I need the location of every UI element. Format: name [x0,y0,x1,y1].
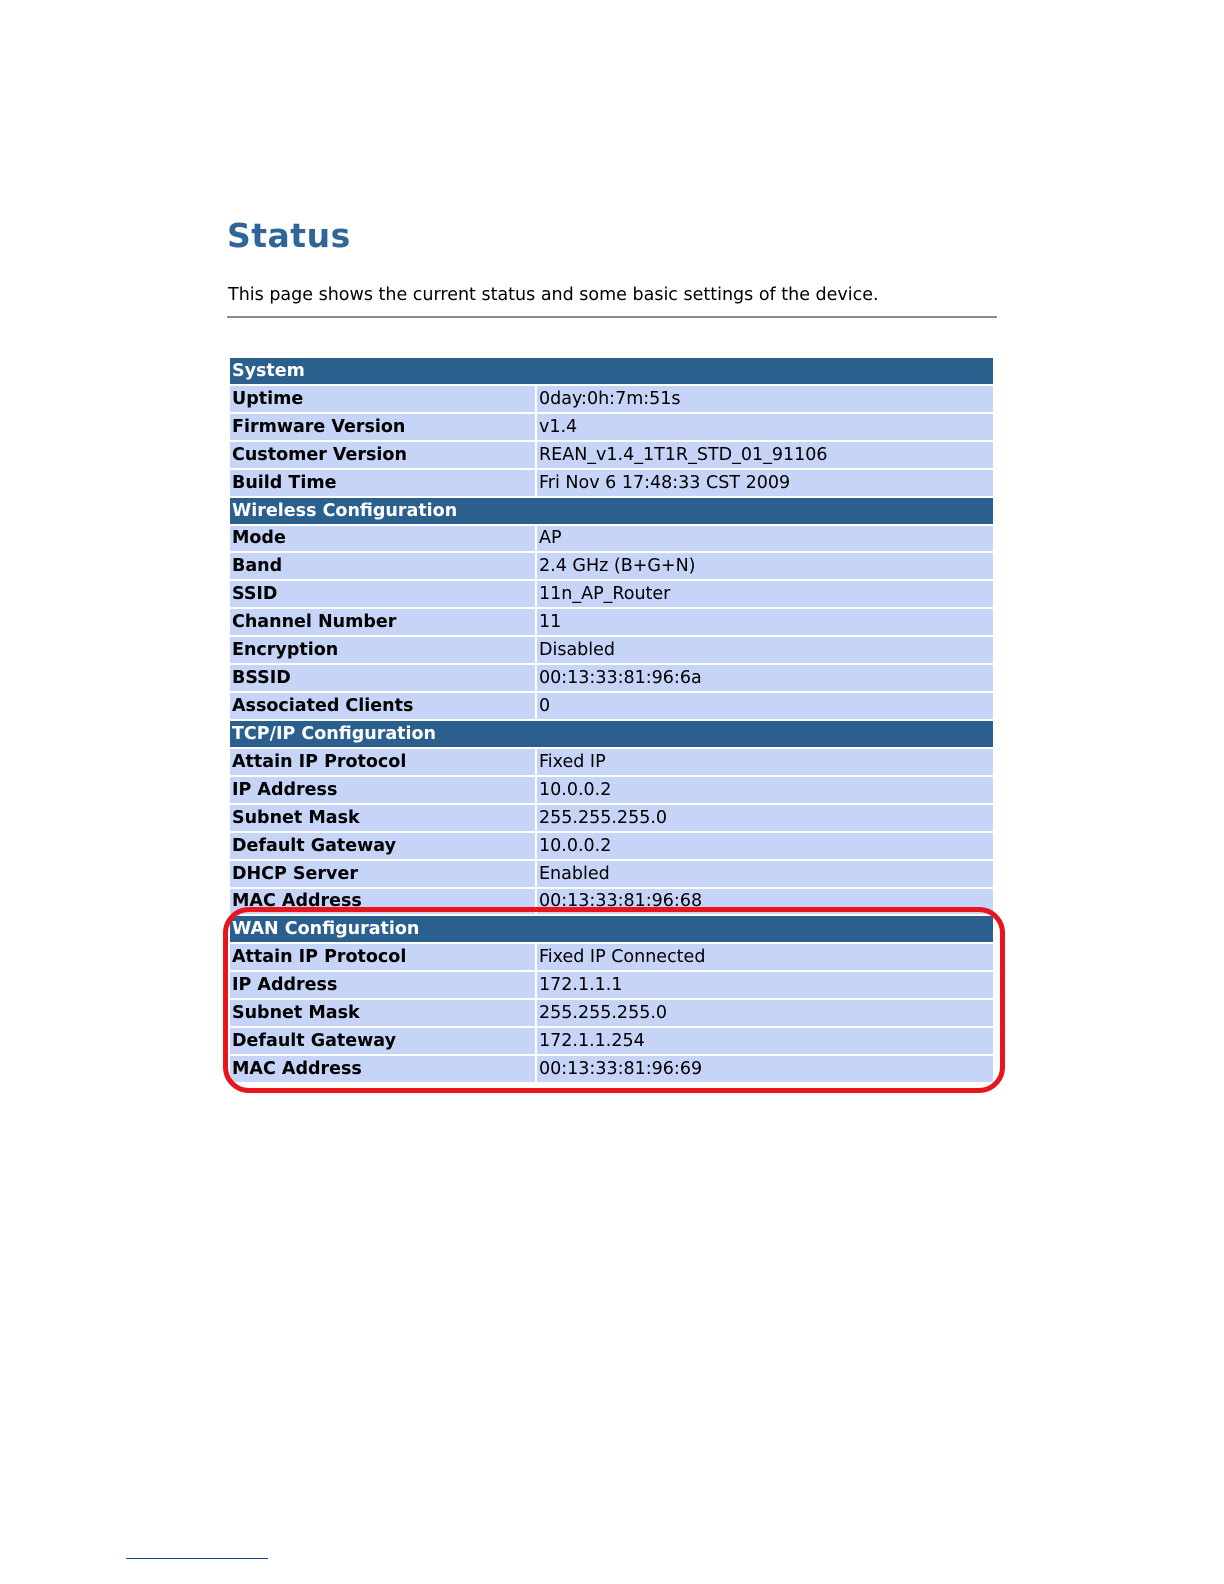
table-row [230,553,993,579]
section-header-label: TCP/IP Configuration [230,721,993,747]
table-row [230,805,993,831]
row-label: Subnet Mask [230,805,535,831]
row-label: MAC Address [230,1056,535,1082]
section-header-tcpip [230,721,993,747]
row-value: 2.4 GHz (B+G+N) [537,553,993,579]
row-label: IP Address [230,777,535,803]
row-label: Mode [230,526,535,552]
table-row [230,581,993,607]
page-description: This page shows the current status and some basic settings of the device. [228,285,879,305]
row-value: v1.4 [537,414,993,440]
table-row [230,442,993,468]
header-divider [227,316,997,318]
row-label: Default Gateway [230,833,535,859]
row-value: 11 [537,609,993,635]
table-row [230,1000,993,1026]
row-label: Firmware Version [230,414,535,440]
row-value: 0 [537,693,993,719]
row-label: SSID [230,581,535,607]
table-row [230,944,993,970]
row-value: 255.255.255.0 [537,805,993,831]
table-row [230,1056,993,1082]
row-label: DHCP Server [230,861,535,887]
row-value: 0day:0h:7m:51s [537,386,993,412]
table-row [230,637,993,663]
row-label: Attain IP Protocol [230,944,535,970]
row-value: 00:13:33:81:96:69 [537,1056,993,1082]
row-label: Subnet Mask [230,1000,535,1026]
table-row [230,470,993,496]
section-header-label: Wireless Configuration [230,498,993,524]
row-value: Enabled [537,861,993,887]
row-label: Uptime [230,386,535,412]
table-row [230,749,993,775]
row-label: MAC Address [230,889,535,915]
row-value: 00:13:33:81:96:6a [537,665,993,691]
row-value: Fixed IP [537,749,993,775]
row-value: Fixed IP Connected [537,944,993,970]
table-row [230,889,993,915]
row-value: Disabled [537,637,993,663]
page-title: Status [227,216,351,255]
table-row [230,1028,993,1054]
footnote-divider [126,1558,268,1559]
row-value: AP [537,526,993,552]
table-row [230,777,993,803]
row-value: REAN_v1.4_1T1R_STD_01_91106 [537,442,993,468]
row-value: 11n_AP_Router [537,581,993,607]
row-value: 172.1.1.254 [537,1028,993,1054]
row-value: 00:13:33:81:96:68 [537,889,993,915]
row-value: Fri Nov 6 17:48:33 CST 2009 [537,470,993,496]
row-label: Associated Clients [230,693,535,719]
section-header-wan [230,916,993,942]
row-label: IP Address [230,972,535,998]
table-row [230,861,993,887]
row-label: Band [230,553,535,579]
table-row [230,609,993,635]
section-header-wireless [230,498,993,524]
table-row [230,693,993,719]
row-label: BSSID [230,665,535,691]
table-row [230,665,993,691]
row-label: Channel Number [230,609,535,635]
section-header-label: WAN Configuration [230,916,993,942]
row-label: Default Gateway [230,1028,535,1054]
table-row [230,972,993,998]
row-label: Build Time [230,470,535,496]
row-value: 255.255.255.0 [537,1000,993,1026]
table-row [230,833,993,859]
row-value: 10.0.0.2 [537,777,993,803]
status-table [228,356,995,1084]
section-header-label: System [230,358,993,384]
table-row [230,386,993,412]
row-value: 10.0.0.2 [537,833,993,859]
row-label: Customer Version [230,442,535,468]
table-row [230,526,993,552]
section-header-system [230,358,993,384]
row-value: 172.1.1.1 [537,972,993,998]
table-row [230,414,993,440]
row-label: Encryption [230,637,535,663]
row-label: Attain IP Protocol [230,749,535,775]
